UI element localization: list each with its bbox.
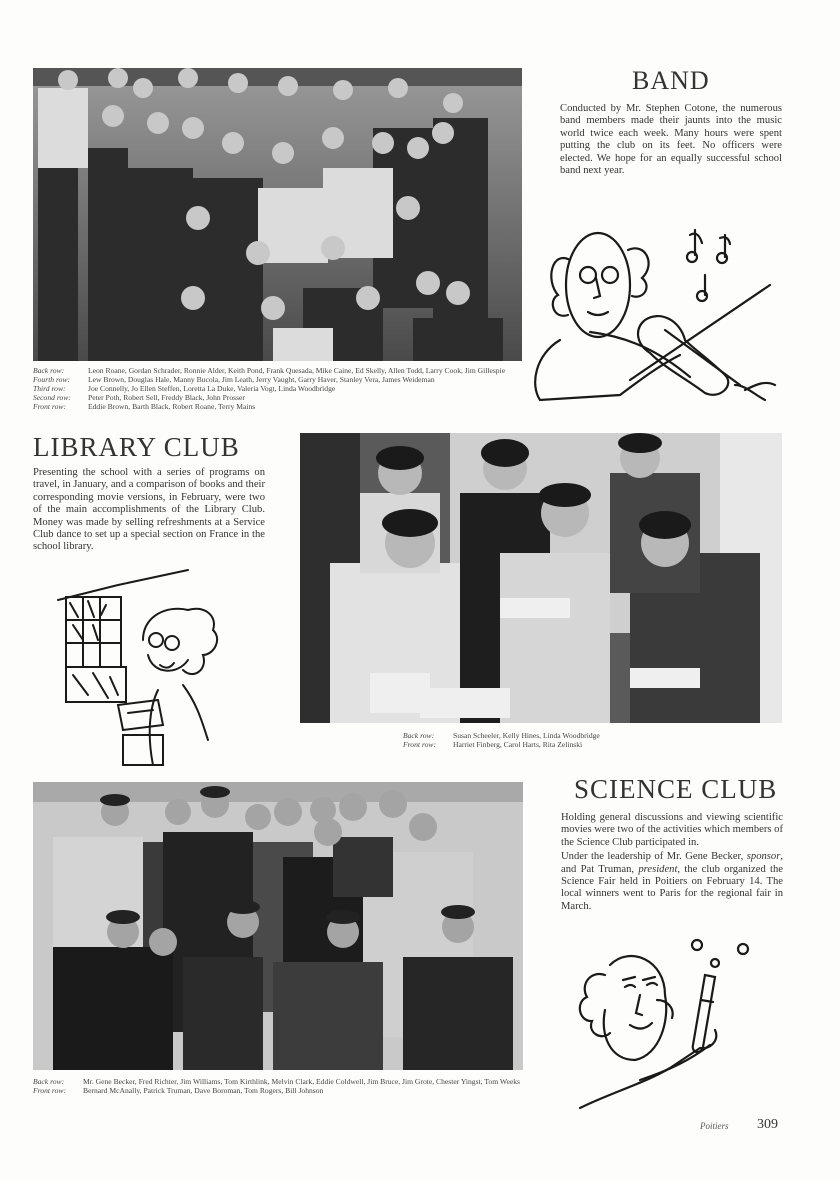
caption-row-label: Front row:: [33, 402, 66, 411]
scientist-drawing: [565, 935, 760, 1110]
science-caption-row: [33, 1077, 528, 1086]
caption-row-names: Bernard McAnally, Patrick Truman, Dave Boroman, Tom Rogers, Bill Johnson: [83, 1086, 324, 1095]
science-description-text: Holding general discussions and viewing scientific movies were two of the activities which members of the Science Club participated in.: [561, 812, 783, 848]
band-caption-row: [33, 384, 528, 393]
librarian-drawing: [48, 565, 223, 775]
band-description-text: Conducted by Mr. Stephen Cotone, the numerous band members made their jaunts into the music world twice each week. Many hours were spent putting the club on its feet. No officers were elected. We hope for an equally successful school band next year.: [560, 103, 782, 177]
band-caption: [33, 366, 528, 411]
caption-row-label: Back row:: [33, 366, 65, 375]
science-text-sponsor: sponsor: [746, 851, 781, 863]
caption-row-names: Joe Connelly, Jo Ellen Steffen, Loretta La Duke, Valeria Vogt, Linda Woodbridge: [88, 384, 336, 393]
science-photo: [33, 782, 523, 1070]
band-photo: [33, 68, 522, 361]
science-text-part: , the club organized the Science Fair held in Poitiers on February 14. The local winners went to Paris for the regional fair in March.: [561, 863, 783, 912]
science-photo-image: [33, 782, 523, 1070]
science-description-text-2: [561, 851, 783, 913]
caption-row-names: Leon Roane, Gordan Schrader, Ronnie Alder, Keith Pond, Frank Quesada, Mike Caine, Ed Skelly, Allen Todd, Larry Cook, Jim Gillespie: [88, 366, 506, 375]
caption-row-names: Peter Poth, Robert Sell, Freddy Black, John Prosser: [88, 393, 245, 402]
caption-row-names: Lew Brown, Douglas Hale, Manny Bucola, Jim Leath, Jerry Vaught, Garry Haver, Stanley Vera, James Weideman: [88, 375, 435, 384]
caption-row-label: Fourth row:: [33, 375, 71, 384]
library-caption-row: [403, 740, 773, 749]
caption-row-label: Back row:: [403, 731, 435, 740]
page-number: 309: [757, 1117, 778, 1132]
library-description: [33, 467, 265, 554]
library-caption-row: [403, 731, 773, 740]
science-title: SCIENCE CLUB: [574, 774, 778, 804]
library-photo: [300, 433, 782, 723]
caption-row-names: Harriet Finberg, Carol Harts, Rita Zelinski: [453, 740, 583, 749]
library-caption: [403, 731, 773, 749]
library-photo-image: [300, 433, 782, 723]
caption-row-label: Front row:: [33, 1086, 66, 1095]
science-description: [561, 812, 783, 913]
scientist-sketch: [565, 935, 760, 1110]
band-description: [560, 103, 782, 177]
band-caption-row: [33, 393, 528, 402]
band-photo-image: [33, 68, 522, 361]
band-caption-row: [33, 375, 528, 384]
librarian-sketch: [48, 565, 223, 775]
violinist-drawing: [530, 220, 790, 415]
violinist-sketch: [530, 220, 790, 415]
science-text-part: Under the leadership of Mr. Gene Becker,: [561, 851, 747, 863]
caption-row-names: Mr. Gene Becker, Fred Richter, Jim Williams, Tom Kirthlink, Melvin Clark, Eddie Coldwell, Jim Bruce, Jim Grote, Chester Yingst, Tom Weeks: [83, 1077, 520, 1086]
library-title: LIBRARY CLUB: [33, 432, 240, 462]
caption-row-names: Susan Scheeler, Kelly Hines, Linda Woodbridge: [453, 731, 600, 740]
footer-school-label: Poitiers: [700, 1121, 729, 1131]
science-caption-row: [33, 1086, 528, 1095]
caption-row-label: Second row:: [33, 393, 71, 402]
band-caption-row: [33, 366, 528, 375]
band-title: BAND: [632, 66, 710, 95]
science-text-president: president: [638, 863, 678, 875]
caption-row-label: Third row:: [33, 384, 66, 393]
science-caption: [33, 1077, 528, 1095]
science-text-part: , and Pat Truman,: [561, 851, 783, 875]
band-caption-row: [33, 402, 528, 411]
library-description-text: Presenting the school with a series of programs on travel, in January, and a comparison of books and their corresponding movie versions, in February, were two of the main accomplishments of the Library Club. Money was made by selling refreshments at a Service Club dance to set up a special section on France in the school library.: [33, 467, 266, 553]
caption-row-label: Back row:: [33, 1077, 65, 1086]
caption-row-names: Eddie Brown, Barth Black, Robert Roane, Terry Mains: [88, 402, 256, 411]
caption-row-label: Front row:: [403, 740, 436, 749]
